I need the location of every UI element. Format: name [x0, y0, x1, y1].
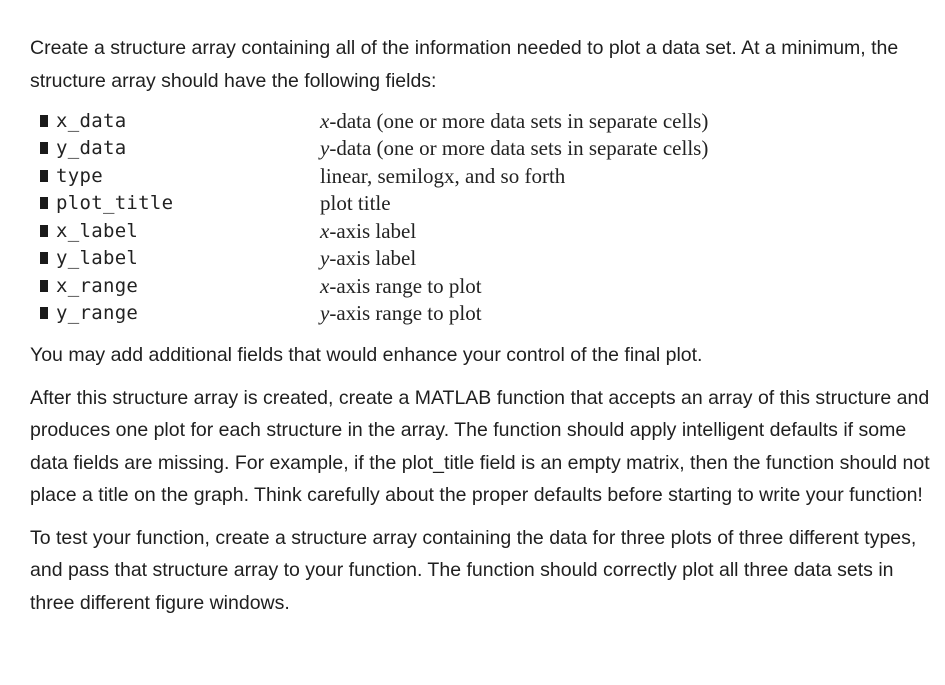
- square-bullet-icon: [40, 142, 48, 154]
- intro-paragraph: Create a structure array containing all of the information needed to plot a data set. At a minimum, the structure array should have the following fields:: [30, 37, 899, 92]
- field-name: plot_title: [56, 192, 174, 214]
- square-bullet-icon: [40, 115, 48, 127]
- list-item: [40, 217, 920, 245]
- list-item: [40, 300, 920, 328]
- document: [30, 32, 935, 619]
- square-bullet-icon: [40, 170, 48, 182]
- square-bullet-icon: [40, 280, 48, 292]
- list-item: [40, 245, 920, 273]
- field-name: x_label: [56, 219, 139, 242]
- list-item: [40, 162, 920, 190]
- field-description: x-axis range to plot: [320, 273, 482, 298]
- field-name: y_range: [56, 302, 139, 324]
- square-bullet-icon: [40, 197, 48, 209]
- additional-fields-paragraph: You may add additional fields that would enhance your control of the final plot.: [30, 344, 703, 366]
- function-paragraph: After this structure array is created, create a MATLAB function that accepts an array of this structure and produces one plot for each structure in the array. The function should apply intelligent defaults if some data fields are missing. For example, if the plot_title field is an empty matrix, then the function should not place a title on the graph. Think carefully about the proper defaults before starting to write your function!: [30, 386, 930, 506]
- field-name: x_data: [56, 109, 127, 132]
- field-description: x-axis label: [320, 218, 417, 243]
- field-description: y-data (one or more data sets in separate cells): [320, 136, 709, 160]
- list-item: [40, 107, 920, 135]
- list-item: [40, 190, 920, 218]
- field-name: type: [56, 164, 103, 187]
- square-bullet-icon: [40, 307, 48, 319]
- field-description: y-axis label: [320, 246, 417, 270]
- field-name: x_range: [56, 274, 139, 297]
- list-item: [40, 272, 920, 300]
- field-description: x-data (one or more data sets in separate cells): [320, 108, 709, 133]
- field-list: [40, 107, 920, 327]
- square-bullet-icon: [40, 225, 48, 237]
- field-description: linear, semilogx, and so forth: [320, 163, 566, 188]
- field-description: y-axis range to plot: [320, 301, 482, 325]
- field-description: plot title: [320, 191, 391, 215]
- list-item: [40, 135, 920, 163]
- field-name: y_data: [56, 137, 127, 159]
- square-bullet-icon: [40, 252, 48, 264]
- field-name: y_label: [56, 247, 139, 269]
- test-paragraph: To test your function, create a structure array containing the data for three plots of three different types, and pass that structure array to your function. The function should correctly plot all three data sets in three different figure windows.: [30, 526, 917, 614]
